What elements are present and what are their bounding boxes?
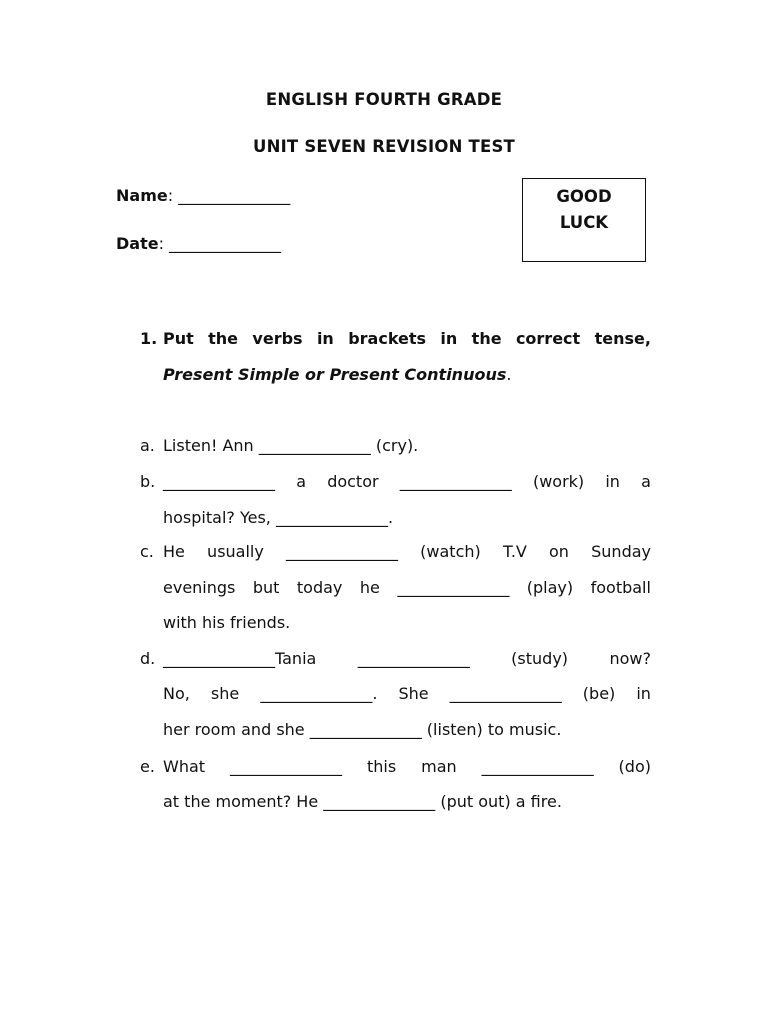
word: (do) — [618, 757, 651, 776]
word: on — [549, 542, 569, 561]
word: T.V — [502, 542, 527, 561]
word: What — [163, 757, 206, 776]
word: in — [636, 684, 651, 703]
word: He — [163, 542, 185, 561]
instruction-word: brackets — [348, 329, 427, 348]
word: but — [252, 578, 280, 597]
item-c-label: c. — [140, 542, 154, 561]
word: a — [296, 472, 306, 491]
word: She — [398, 684, 429, 703]
word: she — [210, 684, 240, 703]
word: man — [421, 757, 457, 776]
item-b-line2: hospital? Yes, ______________. — [163, 508, 394, 527]
name-blank[interactable]: : ______________ — [167, 186, 291, 205]
word: usually — [207, 542, 264, 561]
date-label: Date — [116, 234, 159, 253]
question-number: 1. — [140, 329, 158, 348]
blank-text[interactable]: ______________ — [399, 472, 512, 491]
blank-text[interactable]: ______________ — [397, 578, 510, 597]
blank-text[interactable]: ______________ — [449, 684, 562, 703]
item-d-line3: her room and she ______________ (listen) to music. — [163, 720, 562, 739]
word: in — [605, 472, 620, 491]
word: this — [366, 757, 397, 776]
question-instruction-line2 — [163, 365, 651, 384]
blank-text[interactable]: ______________ — [286, 542, 398, 561]
word: Sunday — [591, 542, 651, 561]
blank-text[interactable]: ______________ — [163, 472, 275, 491]
word: (study) — [511, 649, 569, 668]
word: evenings — [163, 578, 236, 597]
word: (play) — [526, 578, 574, 597]
word: now? — [609, 649, 651, 668]
instruction-word: tense, — [594, 329, 651, 348]
item-d-line1 — [163, 649, 651, 668]
blank-text[interactable]: ______________ — [357, 649, 470, 668]
good-luck-box — [522, 178, 646, 262]
instruction-word: Put — [163, 329, 194, 348]
item-a-label: a. — [140, 436, 155, 455]
instruction-word: the — [471, 329, 502, 348]
instruction-word: in — [316, 329, 334, 348]
item-e-line2: at the moment? He ______________ (put out) a fire. — [163, 792, 562, 811]
date-field[interactable] — [116, 234, 281, 253]
item-c-line2 — [163, 578, 651, 597]
blank-text[interactable]: ______________Tania — [163, 649, 317, 668]
item-b-label: b. — [140, 472, 156, 491]
blank-text[interactable]: ______________ — [481, 757, 594, 776]
name-field[interactable] — [116, 186, 290, 205]
good-luck-line2: LUCK — [559, 213, 609, 232]
name-label: Name — [116, 186, 168, 205]
word: (watch) — [420, 542, 481, 561]
instruction-word: correct — [515, 329, 581, 348]
word: doctor — [327, 472, 379, 491]
item-d-label: d. — [140, 649, 156, 668]
instruction-period: . — [506, 365, 512, 384]
word: (work) — [532, 472, 585, 491]
worksheet-title: ENGLISH FOURTH GRADE — [265, 90, 503, 109]
word: a — [641, 472, 651, 491]
item-c-line3: with his friends. — [163, 613, 291, 632]
item-c-line1 — [163, 542, 651, 561]
item-b-line1 — [163, 472, 651, 491]
item-e-line1 — [163, 757, 651, 776]
word: No, — [163, 684, 190, 703]
date-blank[interactable]: : ______________ — [158, 234, 282, 253]
tense-options: Present Simple or Present Continuous — [163, 365, 507, 384]
word: today — [296, 578, 343, 597]
instruction-word: verbs — [252, 329, 303, 348]
item-e-label: e. — [140, 757, 155, 776]
item-a-line1: Listen! Ann ______________ (cry). — [163, 436, 419, 455]
test-subtitle: UNIT SEVEN REVISION TEST — [252, 137, 516, 156]
word: (be) — [582, 684, 616, 703]
blank-text[interactable]: ______________ — [230, 757, 342, 776]
question-instruction — [163, 329, 651, 348]
blank-text[interactable]: ______________. — [260, 684, 378, 703]
instruction-word: the — [208, 329, 239, 348]
word: football — [590, 578, 651, 597]
item-d-line2 — [163, 684, 651, 703]
good-luck-line1: GOOD — [556, 187, 612, 206]
instruction-word: in — [440, 329, 458, 348]
word: he — [359, 578, 380, 597]
